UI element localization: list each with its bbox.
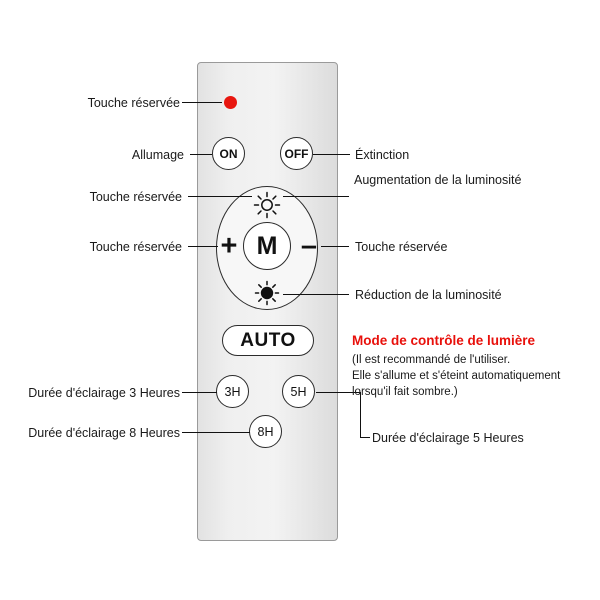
callout-reserved-plus: Touche réservée (89, 240, 182, 254)
callout-augmentation: Augmentation de la luminosité (354, 173, 522, 187)
off-button-label: OFF (284, 146, 309, 161)
callout-auto-note-3: lorsqu'il fait sombre.) (352, 386, 458, 398)
timer-3h-label: 3H (224, 384, 241, 399)
minus-button[interactable] (297, 231, 321, 261)
callout-duree-3h: Durée d'éclairage 3 Heures (28, 386, 180, 400)
callout-allumage: Allumage (131, 148, 184, 162)
callout-duree-5h: Durée d'éclairage 5 Heures (372, 431, 524, 445)
minus-button-label: – (300, 229, 318, 262)
plus-button[interactable] (217, 231, 241, 261)
off-button[interactable] (280, 137, 313, 170)
leader-line-reserved-top (182, 102, 222, 103)
timer-8h-button[interactable] (249, 415, 282, 448)
callout-reserved-minus: Touche réservée (355, 240, 448, 254)
on-button-label: ON (219, 146, 238, 161)
callout-auto-note-2: Elle s'allume et s'éteint automatiquement (352, 370, 561, 382)
leader-line-allumage (190, 154, 212, 155)
timer-8h-label: 8H (257, 424, 274, 439)
auto-button[interactable] (222, 325, 314, 356)
callout-extinction: Éxtinction (355, 148, 410, 162)
callout-reserved-top: Touche réservée (87, 96, 180, 110)
timer-5h-button[interactable] (282, 375, 315, 408)
auto-button-label: AUTO (240, 329, 296, 351)
callout-reduction: Réduction de la luminosité (355, 288, 502, 302)
sun-dim-icon[interactable] (252, 278, 282, 308)
timer-3h-button[interactable] (216, 375, 249, 408)
mode-button-label: M (256, 231, 278, 260)
callout-reserved-sun: Touche réservée (89, 190, 182, 204)
timer-5h-label: 5H (290, 384, 307, 399)
callout-auto-title: Mode de contrôle de lumière (352, 333, 536, 348)
reserved-indicator-dot[interactable] (224, 96, 237, 109)
mode-button[interactable] (243, 222, 291, 270)
plus-button-label: + (220, 229, 238, 262)
leader-line-reserved-plus (188, 246, 218, 247)
leader-line-augmentation (283, 196, 349, 197)
callout-duree-8h: Durée d'éclairage 8 Heures (28, 426, 180, 440)
callout-auto-note-1: (Il est recommandé de l'utiliser. (352, 354, 511, 366)
leader-line-reserved-minus (321, 246, 349, 247)
leader-line-duree-8h (182, 432, 250, 433)
leader-line-reduction (283, 294, 349, 295)
leader-line-extinction (313, 154, 350, 155)
sun-bright-icon[interactable] (252, 190, 282, 220)
leader-line-duree-3h (182, 392, 217, 393)
leader-line-reserved-sun (188, 196, 252, 197)
on-button[interactable] (212, 137, 245, 170)
leader-line-duree-5h-end (360, 437, 370, 438)
